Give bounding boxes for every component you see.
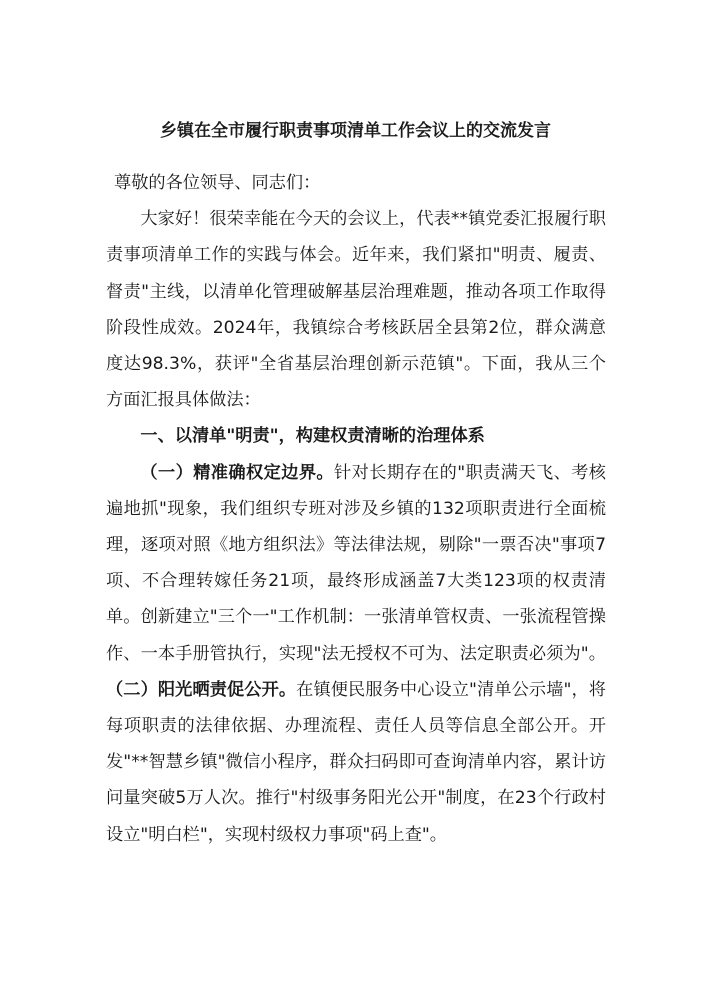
subsection-2-title: （二）阳光晒责促公开。: [106, 679, 297, 700]
section-heading-1: 一、以清单"明责"，构建权责清晰的治理体系: [140, 426, 485, 447]
salutation: 尊敬的各位领导、同志们：: [114, 173, 321, 193]
document-body: [106, 165, 606, 853]
intro-paragraph: 大家好！很荣幸能在今天的会议上，代表**镇党委汇报履行职责事项清单工作的实践与体会。近年来，我们紧扣"明责、履责、督责"主线，以清单化管理破解基层治理难题，推动各项工作取得阶段性成效。2024年，我镇综合考核跃居全县第2位，群众满意度达98.3%，获评"全省基层治理创新示范镇"。下面，我从三个方面汇报具体做法：: [106, 209, 606, 411]
subsection-1-text: 针对长期存在的"职责满天飞、考核遍地抓"现象，我们组织专班对涉及乡镇的132项职责进行全面梳理，逐项对照《地方组织法》等法律法规，剔除"一票否决"事项7项、不合理转嫁任务21项，最终形成涵盖7大类123项的权责清单。创新建立"三个一"工作机制：一张清单管权责、一张流程管操作、一本手册管执行，实现"法无授权不可为、法定职责必须为"。: [106, 462, 606, 664]
subsection-1-title: （一）精准确权定边界。: [140, 462, 335, 483]
subsection-2-text: 在镇便民服务中心设立"清单公示墙"，将每项职责的法律依据、办理流程、责任人员等信息全部公开。开发"**智慧乡镇"微信小程序，群众扫码即可查询清单内容，累计访问量突破5万人次。推行"村级事务阳光公开"制度，在23个行政村设立"明白栏"，实现村级权力事项"码上查"。: [106, 679, 606, 845]
section-1-paragraph: [106, 455, 606, 853]
document-title: 乡镇在全市履行职责事项清单工作会议上的交流发言: [160, 121, 551, 141]
